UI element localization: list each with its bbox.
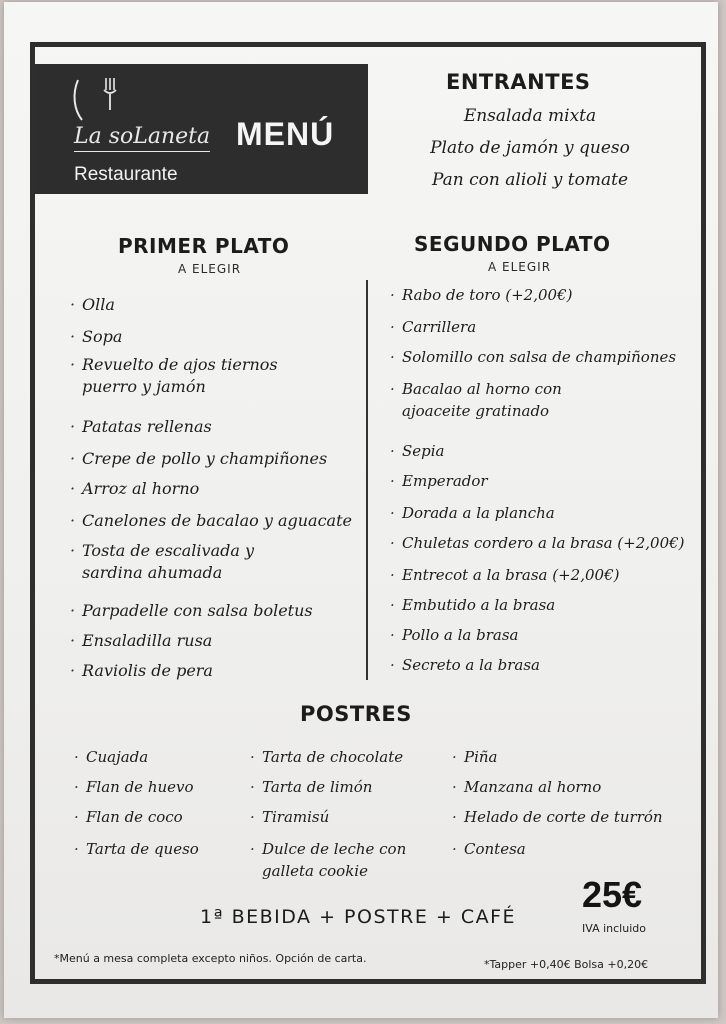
price-note: IVA incluido	[582, 922, 646, 935]
segundo-item: · Dorada a la plancha	[402, 502, 555, 524]
primer-item: · Canelones de bacalao y aguacate	[82, 510, 352, 532]
segundo-item: · Rabo de toro (+2,00€)	[402, 284, 572, 306]
entrantes-item: Pan con alioli y tomate	[431, 170, 628, 190]
primer-item: · Tosta de escalivada y sardina ahumada	[82, 540, 254, 584]
postre-item: · Cuajada	[86, 746, 148, 768]
primer-item: · Revuelto de ajos tiernos puerro y jamón	[82, 354, 278, 398]
entrantes-item: Plato de jamón y queso	[430, 138, 630, 158]
footnote-right: *Tapper +0,40€ Bolsa +0,20€	[484, 958, 649, 971]
logo-banner	[34, 64, 368, 194]
segundo-plato-subtitle: A ELEGIR	[488, 260, 552, 274]
postre-item: · Tarta de chocolate	[262, 746, 403, 768]
postre-item: · Flan de coco	[86, 806, 183, 828]
segundo-item: · Pollo a la brasa	[402, 624, 518, 646]
column-divider	[366, 280, 368, 680]
postre-item: · Helado de corte de turrón	[464, 806, 663, 828]
postre-item: · Tarta de queso	[86, 838, 199, 860]
segundo-item: · Carrillera	[402, 316, 476, 338]
entrantes-title: ENTRANTES	[446, 70, 591, 94]
fork-icon	[68, 76, 118, 124]
segundo-item: · Secreto a la brasa	[402, 654, 540, 676]
primer-plato-subtitle: A ELEGIR	[178, 262, 242, 276]
brand-subtitle: Restaurante	[74, 164, 178, 185]
primer-plato-title: PRIMER PLATO	[118, 234, 290, 258]
primer-item: · Arroz al horno	[82, 478, 199, 500]
postre-item: · Piña	[464, 746, 498, 768]
postre-item: · Tarta de limón	[262, 776, 372, 798]
primer-item: · Olla	[82, 294, 115, 316]
primer-item: · Patatas rellenas	[82, 416, 212, 438]
postre-item: · Flan de huevo	[86, 776, 194, 798]
primer-item: · Crepe de pollo y champiñones	[82, 448, 327, 470]
segundo-item: · Entrecot a la brasa (+2,00€)	[402, 564, 619, 586]
menu-price: 25€	[582, 874, 643, 915]
primer-item: · Raviolis de pera	[82, 660, 213, 682]
menu-sheet	[4, 2, 718, 1018]
segundo-item: · Embutido a la brasa	[402, 594, 555, 616]
entrantes-item: Ensalada mixta	[463, 106, 597, 126]
postre-item: · Tiramisú	[262, 806, 329, 828]
segundo-plato-title: SEGUNDO PLATO	[414, 232, 611, 256]
primer-item: · Ensaladilla rusa	[82, 630, 212, 652]
menu-includes: 1ª BEBIDA + POSTRE + CAFÉ	[200, 906, 517, 928]
menu-title: MENÚ	[236, 116, 335, 152]
postre-item: · Dulce de leche con galleta cookie	[262, 838, 406, 882]
brand-logo-text: La soLaneta	[74, 124, 210, 152]
postre-item: · Manzana al horno	[464, 776, 601, 798]
primer-item: · Parpadelle con salsa boletus	[82, 600, 313, 622]
segundo-item: · Emperador	[402, 470, 488, 492]
segundo-item: · Chuletas cordero a la brasa (+2,00€)	[402, 532, 685, 554]
postres-title: POSTRES	[300, 702, 412, 726]
segundo-item: · Bacalao al horno con ajoaceite gratinado	[402, 378, 562, 422]
segundo-item: · Solomillo con salsa de champiñones	[402, 346, 676, 368]
footnote-left: *Menú a mesa completa excepto niños. Opción de carta.	[54, 952, 367, 965]
segundo-item: · Sepia	[402, 440, 445, 462]
postre-item: · Contesa	[464, 838, 526, 860]
primer-item: · Sopa	[82, 326, 122, 348]
